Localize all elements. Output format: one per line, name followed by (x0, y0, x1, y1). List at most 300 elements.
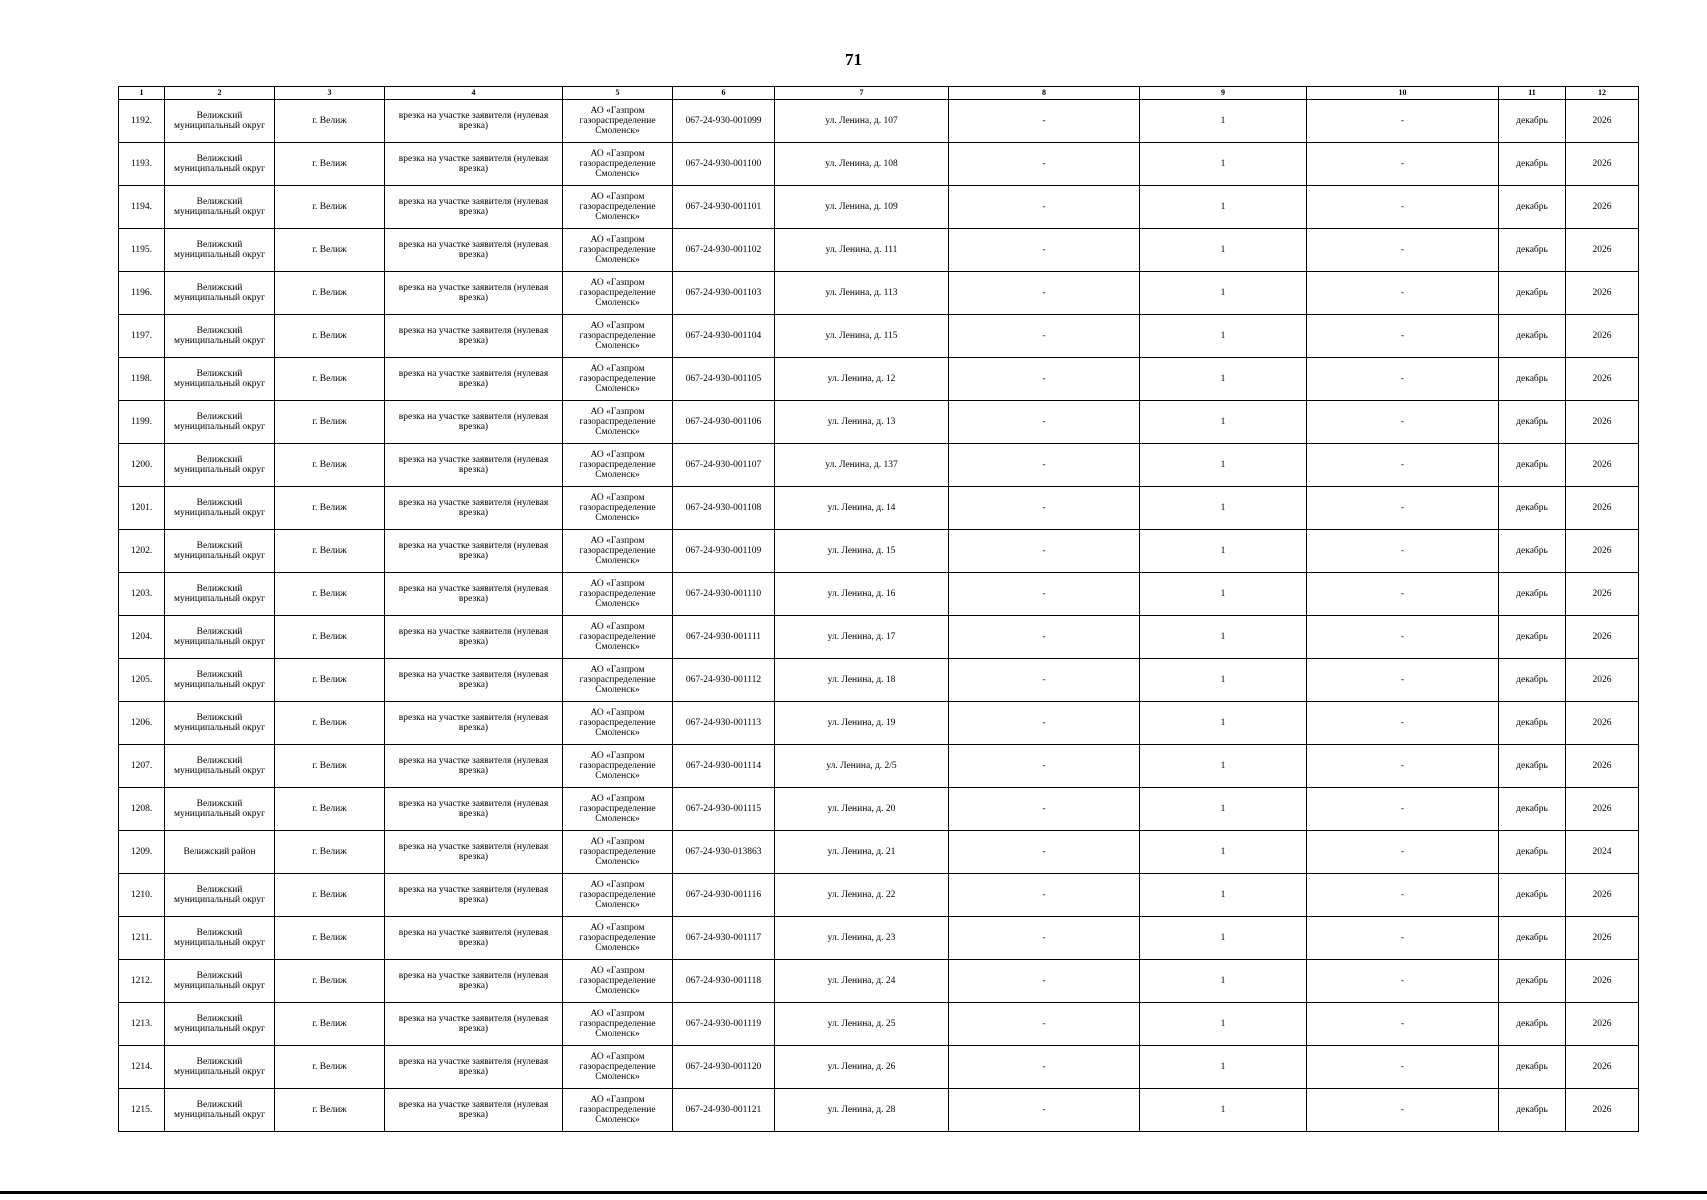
column-8-cell: - (949, 745, 1140, 788)
district-cell: Велижский муниципальный округ (165, 917, 275, 960)
object-code-cell: 067-24-930-001101 (673, 186, 775, 229)
column-8-cell: - (949, 272, 1140, 315)
column-8-cell: - (949, 100, 1140, 143)
organization-cell: АО «Газпром газораспределение Смоленск» (563, 960, 673, 1003)
column-10-cell: - (1307, 1046, 1499, 1089)
address-cell: ул. Ленина, д. 107 (775, 100, 949, 143)
year-cell: 2026 (1566, 487, 1639, 530)
table-row (119, 143, 1639, 186)
address-cell: ул. Ленина, д. 17 (775, 616, 949, 659)
settlement-cell: г. Велиж (275, 143, 385, 186)
connection-type-cell: врезка на участке заявителя (нулевая врезка) (385, 229, 563, 272)
column-8-cell: - (949, 229, 1140, 272)
column-9-cell: 1 (1140, 1089, 1307, 1132)
organization-cell: АО «Газпром газораспределение Смоленск» (563, 702, 673, 745)
settlement-cell: г. Велиж (275, 229, 385, 272)
table-row (119, 960, 1639, 1003)
column-8-cell: - (949, 530, 1140, 573)
column-10-cell: - (1307, 573, 1499, 616)
organization-cell: АО «Газпром газораспределение Смоленск» (563, 917, 673, 960)
month-cell: декабрь (1499, 1046, 1566, 1089)
column-10-cell: - (1307, 1089, 1499, 1132)
table-row (119, 1003, 1639, 1046)
district-cell: Велижский муниципальный округ (165, 444, 275, 487)
district-cell: Велижский муниципальный округ (165, 143, 275, 186)
column-10-cell: - (1307, 229, 1499, 272)
object-code-cell: 067-24-930-013863 (673, 831, 775, 874)
settlement-cell: г. Велиж (275, 788, 385, 831)
row-number: 1195. (119, 229, 165, 272)
row-number: 1214. (119, 1046, 165, 1089)
page-number: 71 (845, 50, 862, 69)
column-header: 2 (165, 87, 275, 100)
district-cell: Велижский муниципальный округ (165, 1003, 275, 1046)
organization-cell: АО «Газпром газораспределение Смоленск» (563, 358, 673, 401)
object-code-cell: 067-24-930-001119 (673, 1003, 775, 1046)
object-code-cell: 067-24-930-001099 (673, 100, 775, 143)
column-header: 6 (673, 87, 775, 100)
table-row (119, 788, 1639, 831)
column-header: 1 (119, 87, 165, 100)
column-9-cell: 1 (1140, 702, 1307, 745)
year-cell: 2026 (1566, 745, 1639, 788)
column-8-cell: - (949, 874, 1140, 917)
organization-cell: АО «Газпром газораспределение Смоленск» (563, 1003, 673, 1046)
column-10-cell: - (1307, 487, 1499, 530)
organization-cell: АО «Газпром газораспределение Смоленск» (563, 444, 673, 487)
address-cell: ул. Ленина, д. 113 (775, 272, 949, 315)
organization-cell: АО «Газпром газораспределение Смоленск» (563, 272, 673, 315)
table-row (119, 229, 1639, 272)
object-code-cell: 067-24-930-001116 (673, 874, 775, 917)
row-number: 1205. (119, 659, 165, 702)
connection-type-cell: врезка на участке заявителя (нулевая врезка) (385, 874, 563, 917)
year-cell: 2026 (1566, 960, 1639, 1003)
month-cell: декабрь (1499, 100, 1566, 143)
settlement-cell: г. Велиж (275, 100, 385, 143)
column-9-cell: 1 (1140, 100, 1307, 143)
row-number: 1202. (119, 530, 165, 573)
column-10-cell: - (1307, 315, 1499, 358)
month-cell: декабрь (1499, 745, 1566, 788)
address-cell: ул. Ленина, д. 19 (775, 702, 949, 745)
column-header: 12 (1566, 87, 1639, 100)
organization-cell: АО «Газпром газораспределение Смоленск» (563, 616, 673, 659)
column-9-cell: 1 (1140, 745, 1307, 788)
settlement-cell: г. Велиж (275, 358, 385, 401)
column-8-cell: - (949, 487, 1140, 530)
month-cell: декабрь (1499, 702, 1566, 745)
column-10-cell: - (1307, 100, 1499, 143)
column-8-cell: - (949, 960, 1140, 1003)
organization-cell: АО «Газпром газораспределение Смоленск» (563, 788, 673, 831)
organization-cell: АО «Газпром газораспределение Смоленск» (563, 401, 673, 444)
settlement-cell: г. Велиж (275, 745, 385, 788)
connection-type-cell: врезка на участке заявителя (нулевая врезка) (385, 487, 563, 530)
connection-type-cell: врезка на участке заявителя (нулевая врезка) (385, 917, 563, 960)
object-code-cell: 067-24-930-001111 (673, 616, 775, 659)
connection-type-cell: врезка на участке заявителя (нулевая врезка) (385, 1003, 563, 1046)
address-cell: ул. Ленина, д. 111 (775, 229, 949, 272)
month-cell: декабрь (1499, 530, 1566, 573)
month-cell: декабрь (1499, 315, 1566, 358)
year-cell: 2026 (1566, 616, 1639, 659)
month-cell: декабрь (1499, 143, 1566, 186)
settlement-cell: г. Велиж (275, 1089, 385, 1132)
connection-type-cell: врезка на участке заявителя (нулевая врезка) (385, 272, 563, 315)
row-number: 1193. (119, 143, 165, 186)
address-cell: ул. Ленина, д. 24 (775, 960, 949, 1003)
column-10-cell: - (1307, 659, 1499, 702)
object-code-cell: 067-24-930-001107 (673, 444, 775, 487)
address-cell: ул. Ленина, д. 23 (775, 917, 949, 960)
column-8-cell: - (949, 917, 1140, 960)
column-8-cell: - (949, 143, 1140, 186)
year-cell: 2026 (1566, 444, 1639, 487)
column-9-cell: 1 (1140, 616, 1307, 659)
connection-type-cell: врезка на участке заявителя (нулевая врезка) (385, 401, 563, 444)
address-cell: ул. Ленина, д. 22 (775, 874, 949, 917)
district-cell: Велижский муниципальный округ (165, 573, 275, 616)
month-cell: декабрь (1499, 573, 1566, 616)
column-10-cell: - (1307, 530, 1499, 573)
organization-cell: АО «Газпром газораспределение Смоленск» (563, 186, 673, 229)
year-cell: 2026 (1566, 1046, 1639, 1089)
address-cell: ул. Ленина, д. 25 (775, 1003, 949, 1046)
row-number: 1198. (119, 358, 165, 401)
year-cell: 2026 (1566, 530, 1639, 573)
address-cell: ул. Ленина, д. 20 (775, 788, 949, 831)
district-cell: Велижский муниципальный округ (165, 401, 275, 444)
settlement-cell: г. Велиж (275, 573, 385, 616)
column-9-cell: 1 (1140, 143, 1307, 186)
year-cell: 2026 (1566, 659, 1639, 702)
table-row (119, 358, 1639, 401)
district-cell: Велижский муниципальный округ (165, 530, 275, 573)
column-8-cell: - (949, 573, 1140, 616)
column-10-cell: - (1307, 874, 1499, 917)
object-code-cell: 067-24-930-001108 (673, 487, 775, 530)
address-cell: ул. Ленина, д. 21 (775, 831, 949, 874)
row-number: 1211. (119, 917, 165, 960)
column-9-cell: 1 (1140, 659, 1307, 702)
column-10-cell: - (1307, 616, 1499, 659)
object-code-cell: 067-24-930-001100 (673, 143, 775, 186)
object-code-cell: 067-24-930-001103 (673, 272, 775, 315)
connection-type-cell: врезка на участке заявителя (нулевая врезка) (385, 573, 563, 616)
connection-type-cell: врезка на участке заявителя (нулевая врезка) (385, 315, 563, 358)
object-code-cell: 067-24-930-001105 (673, 358, 775, 401)
object-code-cell: 067-24-930-001106 (673, 401, 775, 444)
column-10-cell: - (1307, 1003, 1499, 1046)
column-9-cell: 1 (1140, 229, 1307, 272)
organization-cell: АО «Газпром газораспределение Смоленск» (563, 315, 673, 358)
object-code-cell: 067-24-930-001118 (673, 960, 775, 1003)
connection-type-cell: врезка на участке заявителя (нулевая врезка) (385, 1046, 563, 1089)
row-number: 1206. (119, 702, 165, 745)
column-9-cell: 1 (1140, 444, 1307, 487)
settlement-cell: г. Велиж (275, 659, 385, 702)
month-cell: декабрь (1499, 401, 1566, 444)
settlement-cell: г. Велиж (275, 702, 385, 745)
address-cell: ул. Ленина, д. 28 (775, 1089, 949, 1132)
row-number: 1204. (119, 616, 165, 659)
district-cell: Велижский муниципальный округ (165, 229, 275, 272)
month-cell: декабрь (1499, 874, 1566, 917)
table-row (119, 659, 1639, 702)
district-cell: Велижский муниципальный округ (165, 1046, 275, 1089)
district-cell: Велижский муниципальный округ (165, 745, 275, 788)
month-cell: декабрь (1499, 1003, 1566, 1046)
row-number: 1197. (119, 315, 165, 358)
object-code-cell: 067-24-930-001117 (673, 917, 775, 960)
address-cell: ул. Ленина, д. 137 (775, 444, 949, 487)
connection-type-cell: врезка на участке заявителя (нулевая врезка) (385, 831, 563, 874)
organization-cell: АО «Газпром газораспределение Смоленск» (563, 229, 673, 272)
row-number: 1207. (119, 745, 165, 788)
table-row (119, 487, 1639, 530)
table-row (119, 100, 1639, 143)
district-cell: Велижский муниципальный округ (165, 702, 275, 745)
row-number: 1213. (119, 1003, 165, 1046)
column-header: 7 (775, 87, 949, 100)
column-header: 8 (949, 87, 1140, 100)
district-cell: Велижский муниципальный округ (165, 874, 275, 917)
address-cell: ул. Ленина, д. 18 (775, 659, 949, 702)
column-8-cell: - (949, 401, 1140, 444)
column-10-cell: - (1307, 788, 1499, 831)
month-cell: декабрь (1499, 272, 1566, 315)
organization-cell: АО «Газпром газораспределение Смоленск» (563, 831, 673, 874)
column-8-cell: - (949, 358, 1140, 401)
year-cell: 2026 (1566, 272, 1639, 315)
column-9-cell: 1 (1140, 874, 1307, 917)
address-cell: ул. Ленина, д. 26 (775, 1046, 949, 1089)
year-cell: 2026 (1566, 573, 1639, 616)
column-9-cell: 1 (1140, 831, 1307, 874)
year-cell: 2026 (1566, 100, 1639, 143)
address-cell: ул. Ленина, д. 13 (775, 401, 949, 444)
year-cell: 2026 (1566, 358, 1639, 401)
table-row (119, 272, 1639, 315)
object-code-cell: 067-24-930-001104 (673, 315, 775, 358)
table-row (119, 874, 1639, 917)
settlement-cell: г. Велиж (275, 917, 385, 960)
connection-type-cell: врезка на участке заявителя (нулевая врезка) (385, 186, 563, 229)
district-cell: Велижский муниципальный округ (165, 186, 275, 229)
object-code-cell: 067-24-930-001110 (673, 573, 775, 616)
district-cell: Велижский муниципальный округ (165, 788, 275, 831)
row-number: 1210. (119, 874, 165, 917)
row-number: 1208. (119, 788, 165, 831)
month-cell: декабрь (1499, 186, 1566, 229)
year-cell: 2026 (1566, 702, 1639, 745)
connection-type-cell: врезка на участке заявителя (нулевая врезка) (385, 358, 563, 401)
settlement-cell: г. Велиж (275, 530, 385, 573)
district-cell: Велижский муниципальный округ (165, 960, 275, 1003)
column-9-cell: 1 (1140, 917, 1307, 960)
column-10-cell: - (1307, 745, 1499, 788)
register-body (119, 100, 1639, 1132)
district-cell: Велижский муниципальный округ (165, 358, 275, 401)
organization-cell: АО «Газпром газораспределение Смоленск» (563, 100, 673, 143)
column-8-cell: - (949, 702, 1140, 745)
table-row (119, 530, 1639, 573)
organization-cell: АО «Газпром газораспределение Смоленск» (563, 530, 673, 573)
bottom-rule (0, 1191, 1707, 1194)
address-cell: ул. Ленина, д. 109 (775, 186, 949, 229)
row-number: 1215. (119, 1089, 165, 1132)
row-number: 1194. (119, 186, 165, 229)
row-number: 1200. (119, 444, 165, 487)
column-8-cell: - (949, 444, 1140, 487)
district-cell: Велижский муниципальный округ (165, 659, 275, 702)
organization-cell: АО «Газпром газораспределение Смоленск» (563, 143, 673, 186)
row-number: 1203. (119, 573, 165, 616)
year-cell: 2026 (1566, 1089, 1639, 1132)
column-8-cell: - (949, 186, 1140, 229)
year-cell: 2026 (1566, 788, 1639, 831)
district-cell: Велижский муниципальный округ (165, 272, 275, 315)
year-cell: 2026 (1566, 874, 1639, 917)
column-header: 11 (1499, 87, 1566, 100)
object-code-cell: 067-24-930-001120 (673, 1046, 775, 1089)
column-8-cell: - (949, 831, 1140, 874)
organization-cell: АО «Газпром газораспределение Смоленск» (563, 1089, 673, 1132)
column-8-cell: - (949, 1046, 1140, 1089)
district-cell: Велижский муниципальный округ (165, 315, 275, 358)
table-row (119, 186, 1639, 229)
organization-cell: АО «Газпром газораспределение Смоленск» (563, 745, 673, 788)
column-header: 10 (1307, 87, 1499, 100)
column-10-cell: - (1307, 917, 1499, 960)
column-8-cell: - (949, 1089, 1140, 1132)
row-number: 1201. (119, 487, 165, 530)
object-code-cell: 067-24-930-001115 (673, 788, 775, 831)
column-8-cell: - (949, 616, 1140, 659)
connection-type-cell: врезка на участке заявителя (нулевая врезка) (385, 143, 563, 186)
object-code-cell: 067-24-930-001121 (673, 1089, 775, 1132)
column-10-cell: - (1307, 444, 1499, 487)
month-cell: декабрь (1499, 616, 1566, 659)
settlement-cell: г. Велиж (275, 874, 385, 917)
year-cell: 2026 (1566, 143, 1639, 186)
table-row (119, 616, 1639, 659)
table-row (119, 917, 1639, 960)
settlement-cell: г. Велиж (275, 1046, 385, 1089)
connection-type-cell: врезка на участке заявителя (нулевая врезка) (385, 530, 563, 573)
address-cell: ул. Ленина, д. 115 (775, 315, 949, 358)
district-cell: Велижский муниципальный округ (165, 100, 275, 143)
settlement-cell: г. Велиж (275, 444, 385, 487)
column-8-cell: - (949, 659, 1140, 702)
row-number: 1192. (119, 100, 165, 143)
organization-cell: АО «Газпром газораспределение Смоленск» (563, 659, 673, 702)
connection-type-cell: врезка на участке заявителя (нулевая врезка) (385, 960, 563, 1003)
table-row (119, 831, 1639, 874)
month-cell: декабрь (1499, 1089, 1566, 1132)
column-8-cell: - (949, 315, 1140, 358)
column-10-cell: - (1307, 960, 1499, 1003)
connection-type-cell: врезка на участке заявителя (нулевая врезка) (385, 702, 563, 745)
settlement-cell: г. Велиж (275, 1003, 385, 1046)
column-header: 3 (275, 87, 385, 100)
table-row (119, 745, 1639, 788)
organization-cell: АО «Газпром газораспределение Смоленск» (563, 1046, 673, 1089)
table-row (119, 444, 1639, 487)
month-cell: декабрь (1499, 831, 1566, 874)
table-row (119, 702, 1639, 745)
month-cell: декабрь (1499, 659, 1566, 702)
month-cell: декабрь (1499, 229, 1566, 272)
address-cell: ул. Ленина, д. 14 (775, 487, 949, 530)
year-cell: 2026 (1566, 229, 1639, 272)
year-cell: 2026 (1566, 401, 1639, 444)
organization-cell: АО «Газпром газораспределение Смоленск» (563, 874, 673, 917)
connection-type-cell: врезка на участке заявителя (нулевая врезка) (385, 745, 563, 788)
column-9-cell: 1 (1140, 186, 1307, 229)
row-number: 1212. (119, 960, 165, 1003)
column-header: 9 (1140, 87, 1307, 100)
table-row (119, 573, 1639, 616)
column-10-cell: - (1307, 358, 1499, 401)
settlement-cell: г. Велиж (275, 401, 385, 444)
year-cell: 2026 (1566, 1003, 1639, 1046)
address-cell: ул. Ленина, д. 108 (775, 143, 949, 186)
table-row (119, 315, 1639, 358)
object-code-cell: 067-24-930-001114 (673, 745, 775, 788)
year-cell: 2026 (1566, 186, 1639, 229)
column-9-cell: 1 (1140, 487, 1307, 530)
month-cell: декабрь (1499, 358, 1566, 401)
column-9-cell: 1 (1140, 530, 1307, 573)
settlement-cell: г. Велиж (275, 616, 385, 659)
month-cell: декабрь (1499, 444, 1566, 487)
month-cell: декабрь (1499, 788, 1566, 831)
district-cell: Велижский район (165, 831, 275, 874)
connection-type-cell: врезка на участке заявителя (нулевая врезка) (385, 788, 563, 831)
column-9-cell: 1 (1140, 358, 1307, 401)
column-10-cell: - (1307, 401, 1499, 444)
settlement-cell: г. Велиж (275, 831, 385, 874)
column-8-cell: - (949, 1003, 1140, 1046)
column-10-cell: - (1307, 143, 1499, 186)
row-number: 1196. (119, 272, 165, 315)
column-9-cell: 1 (1140, 1003, 1307, 1046)
column-header: 5 (563, 87, 673, 100)
column-9-cell: 1 (1140, 401, 1307, 444)
year-cell: 2026 (1566, 917, 1639, 960)
month-cell: декабрь (1499, 487, 1566, 530)
column-10-cell: - (1307, 272, 1499, 315)
connection-type-cell: врезка на участке заявителя (нулевая врезка) (385, 616, 563, 659)
district-cell: Велижский муниципальный округ (165, 487, 275, 530)
object-code-cell: 067-24-930-001102 (673, 229, 775, 272)
column-9-cell: 1 (1140, 1046, 1307, 1089)
column-10-cell: - (1307, 702, 1499, 745)
column-8-cell: - (949, 788, 1140, 831)
column-10-cell: - (1307, 186, 1499, 229)
column-header: 4 (385, 87, 563, 100)
address-cell: ул. Ленина, д. 15 (775, 530, 949, 573)
month-cell: декабрь (1499, 917, 1566, 960)
year-cell: 2026 (1566, 315, 1639, 358)
column-number-row (119, 87, 1639, 100)
column-9-cell: 1 (1140, 788, 1307, 831)
column-9-cell: 1 (1140, 315, 1307, 358)
table-row (119, 1089, 1639, 1132)
month-cell: декабрь (1499, 960, 1566, 1003)
